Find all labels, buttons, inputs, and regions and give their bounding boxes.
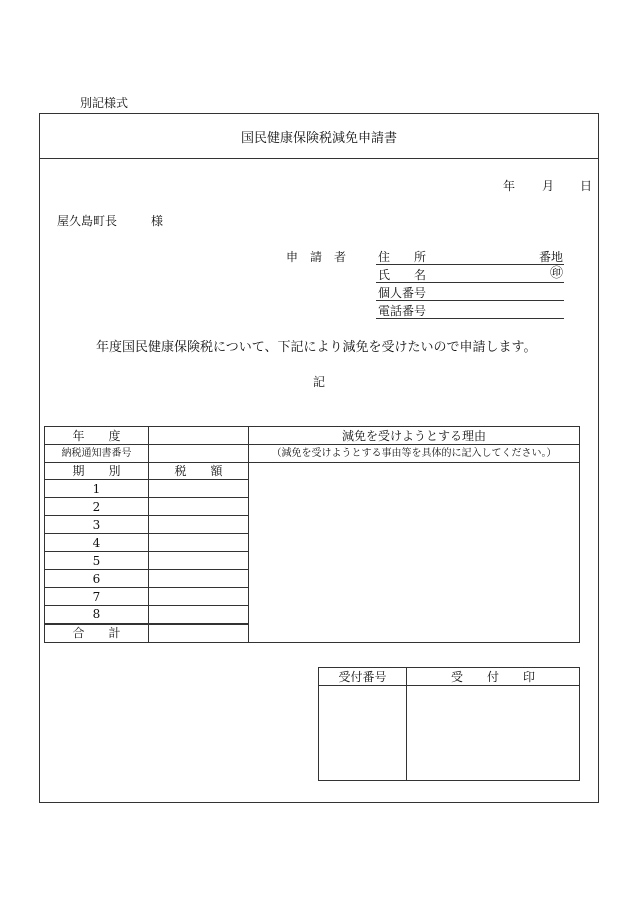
applicant-label: 申 請 者 <box>286 250 347 264</box>
form-title: 国民健康保険税減免申請書 <box>240 130 397 146</box>
ki-mark: 記 <box>313 375 326 389</box>
individual-number-label: 個人番号 <box>378 286 427 300</box>
date-year: 年 <box>503 179 516 193</box>
period-header: 期 別 <box>45 463 149 480</box>
period-row-label: 7 <box>45 588 149 606</box>
period-row-label: 5 <box>45 552 149 570</box>
date-day: 日 <box>580 179 593 193</box>
fiscal-year-value <box>149 427 249 445</box>
title-row <box>40 114 598 159</box>
address-label: 住 所 <box>378 250 427 264</box>
application-statement: 年度国民健康保険税について、下記により減免を受けたいので申請します。 <box>96 340 537 355</box>
receipt-table <box>318 667 580 781</box>
period-row-label: 4 <box>45 534 149 552</box>
period-amount <box>149 498 249 516</box>
name-label: 氏 名 <box>378 268 427 282</box>
fiscal-year-label: 年 度 <box>45 427 149 445</box>
tax-table <box>44 426 580 643</box>
seal-mark: ㊞ <box>550 266 564 281</box>
total-label: 合 計 <box>45 624 149 643</box>
period-amount <box>149 534 249 552</box>
phone-label: 電話番号 <box>378 304 427 318</box>
receipt-number-field <box>319 686 407 781</box>
date-month: 月 <box>542 179 555 193</box>
addressee-name: 屋久島町長 <box>57 214 118 228</box>
receipt-stamp-label: 受 付 印 <box>407 668 580 686</box>
tax-amount-header: 税 額 <box>149 463 249 480</box>
period-amount <box>149 570 249 588</box>
period-row-label: 8 <box>45 606 149 624</box>
period-amount <box>149 606 249 624</box>
receipt-number-label: 受付番号 <box>319 668 407 686</box>
form-label: 別記様式 <box>80 96 129 110</box>
period-row-label: 6 <box>45 570 149 588</box>
total-amount <box>149 624 249 643</box>
reason-field <box>249 463 580 643</box>
period-amount <box>149 516 249 534</box>
receipt-stamp-field <box>407 686 580 781</box>
name-underline <box>376 282 564 283</box>
address-underline <box>376 264 564 265</box>
period-amount <box>149 480 249 498</box>
reason-note: （減免を受けようとする事由等を具体的に記入してください。） <box>249 445 580 463</box>
notice-number-label: 納税通知書番号 <box>45 445 149 463</box>
period-row-label: 1 <box>45 480 149 498</box>
period-row-label: 3 <box>45 516 149 534</box>
period-amount <box>149 588 249 606</box>
individual-number-underline <box>376 300 564 301</box>
addressee-honorific: 様 <box>151 214 164 228</box>
address-suffix: 番地 <box>539 250 564 264</box>
reason-title: 減免を受けようとする理由 <box>249 427 580 445</box>
phone-underline <box>376 318 564 319</box>
notice-number-value <box>149 445 249 463</box>
period-row-label: 2 <box>45 498 149 516</box>
period-amount <box>149 552 249 570</box>
